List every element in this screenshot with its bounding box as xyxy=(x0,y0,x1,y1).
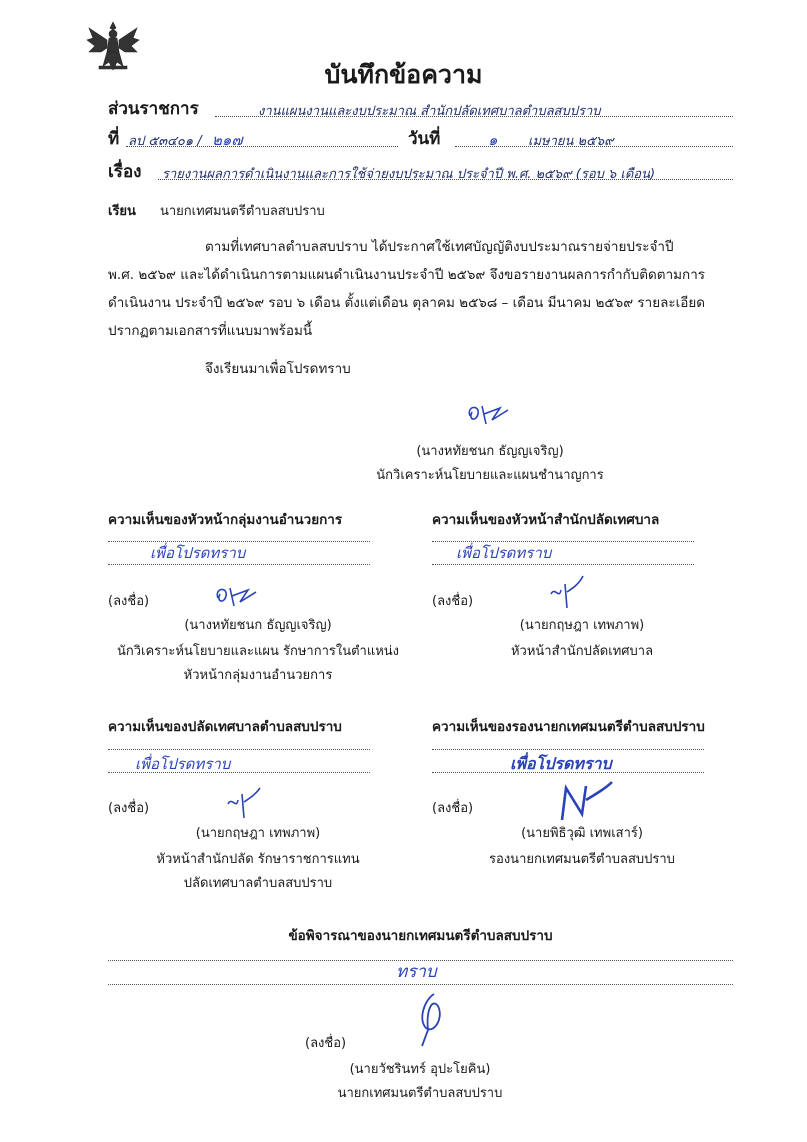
mayor-title: ข้อพิจารณาของนายกเทศมนตรีตำบลสบปราบ xyxy=(288,928,553,944)
deputy-mayor-title: ความเห็นของรองนายกเทศมนตรีตำบลสบปราบ xyxy=(432,719,705,735)
mayor-signature xyxy=(404,990,460,1050)
sender-signature xyxy=(462,398,522,430)
deputy-clerk-sign-label: (ลงชื่อ) xyxy=(108,801,150,816)
mayor-handwritten: ทราบ xyxy=(396,962,437,982)
body-line-1: ตามที่เทศบาลตำบลสบปราบ ได้ประกาศใช้เทศบัญญัติงบประมาณรายจ่ายประจำปี xyxy=(205,239,674,255)
sender-position: นักวิเคราะห์นโยบายและแผนชำนาญการ xyxy=(376,468,604,483)
deputy-mayor-name: (นายพิธิวุฒิ เทพเสาร์) xyxy=(521,826,643,841)
admin-head-name: (นางหทัยชนก ธัญญเจริญ) xyxy=(184,618,332,633)
admin-head-sign-label: (ลงชื่อ) xyxy=(108,594,150,609)
deputy-mayor-dotline-1 xyxy=(432,749,704,750)
mayor-name: (นายวัชรินทร์ อุปะโยคิน) xyxy=(349,1062,491,1077)
date-rest: เมษายน ๒๕๖๙ xyxy=(528,134,614,149)
to-value: นายกเทศมนตรีตำบลสบปราบ xyxy=(160,204,325,219)
admin-head-position-2: หัวหน้ากลุ่มงานอำนวยการ xyxy=(183,668,333,683)
deputy-clerk-name: (นายกฤษฎา เทพภาพ) xyxy=(195,826,321,841)
document-title: บันทึกข้อความ xyxy=(324,60,483,89)
ref-handwritten: ๒๑๗ xyxy=(212,131,243,149)
deputy-clerk-position-2: ปลัดเทศบาลตำบลสบปราบ xyxy=(183,876,333,891)
ref-label: ที่ xyxy=(108,129,120,149)
admin-head-signature xyxy=(212,582,268,610)
closing-line: จึงเรียนมาเพื่อโปรดทราบ xyxy=(205,361,351,377)
deputy-clerk-signature xyxy=(222,784,270,822)
agency-value: งานแผนงานและงบประมาณ สำนักปลัดเทศบาลตำบลสบปราบ xyxy=(258,104,601,119)
agency-label: ส่วนราชการ xyxy=(108,99,199,119)
date-day: ๑ xyxy=(488,131,498,149)
deputy-mayor-position-1: รองนายกเทศมนตรีตำบลสบปราบ xyxy=(489,852,675,867)
deputy-mayor-handwritten: เพื่อโปรดทราบ xyxy=(510,754,612,773)
office-head-handwritten: เพื่อโปรดทราบ xyxy=(456,544,552,562)
office-head-sign-label: (ลงชื่อ) xyxy=(432,594,474,609)
deputy-clerk-handwritten: เพื่อโปรดทราบ xyxy=(135,755,231,773)
admin-head-handwritten: เพื่อโปรดทราบ xyxy=(150,544,246,562)
sender-name: (นางหทัยชนก ธัญญเจริญ) xyxy=(416,444,564,459)
body-line-3: ดำเนินงาน ประจำปี ๒๕๖๙ รอบ ๖ เดือน ตั้งแต่เดือน ตุลาคม ๒๕๖๘ – เดือน มีนาคม ๒๕๖๙ รายละเอียด xyxy=(108,295,706,311)
deputy-mayor-signature xyxy=(552,780,616,824)
body-line-2: พ.ศ. ๒๕๖๙ และได้ดำเนินการตามแผนดำเนินงานประจำปี ๒๕๖๙ จึงขอรายงานผลการกำกับติดตามการ xyxy=(108,267,706,283)
admin-head-title: ความเห็นของหัวหน้ากลุ่มงานอำนวยการ xyxy=(108,512,343,528)
subject-label: เรื่อง xyxy=(108,162,142,182)
deputy-mayor-sign-label: (ลงชื่อ) xyxy=(432,801,474,816)
office-head-title: ความเห็นของหัวหน้าสำนักปลัดเทศบาล xyxy=(432,512,660,528)
deputy-clerk-position-1: หัวหน้าสำนักปลัด รักษาราชการแทน xyxy=(156,852,360,867)
office-head-signature xyxy=(545,572,593,612)
office-head-name: (นายกฤษฎา เทพภาพ) xyxy=(519,618,645,633)
ref-value: ลป ๕๓๔๐๑ / xyxy=(128,134,202,149)
date-label: วันที่ xyxy=(408,129,441,149)
office-head-position-1: หัวหน้าสำนักปลัดเทศบาล xyxy=(510,644,654,659)
body-line-4: ปรากฏตามเอกสารที่แนบมาพร้อมนี้ xyxy=(108,323,313,339)
deputy-clerk-dotline-1 xyxy=(108,749,370,750)
subject-value: รายงานผลการดำเนินงานและการใช้จ่ายงบประมาณ ประจำปี พ.ศ. ๒๕๖๙ (รอบ ๖ เดือน) xyxy=(162,167,656,182)
mayor-sign-label: (ลงชื่อ) xyxy=(305,1036,347,1051)
deputy-clerk-title: ความเห็นของปลัดเทศบาลตำบลสบปราบ xyxy=(108,719,342,735)
admin-head-position-1: นักวิเคราะห์นโยบายและแผน รักษาการในตำแหน่ง xyxy=(116,644,400,659)
mayor-position: นายกเทศมนตรีตำบลสบปราบ xyxy=(337,1086,503,1101)
to-label: เรียน xyxy=(108,204,136,219)
